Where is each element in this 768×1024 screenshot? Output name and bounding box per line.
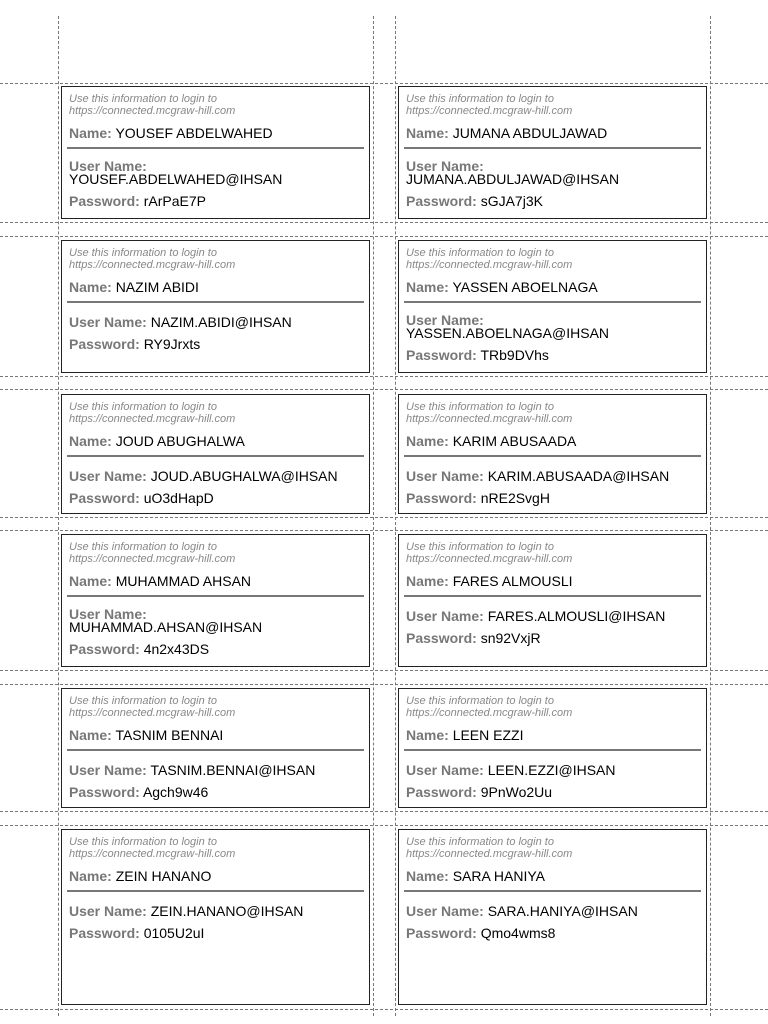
student-name [406, 279, 699, 295]
login-url: https://connected.mcgraw-hill.com [406, 105, 573, 117]
cut-line [0, 530, 768, 531]
credential-card [398, 240, 707, 373]
password-label: Password: [69, 193, 140, 209]
credential-card [398, 688, 707, 808]
name-label: Name: [69, 868, 112, 884]
name-label: Name: [406, 433, 449, 449]
name-value: JOUD ABUGHALWA [115, 433, 245, 449]
password-value: 0105U2uI [143, 925, 205, 941]
login-url: https://connected.mcgraw-hill.com [69, 105, 236, 117]
user-label: User Name: [69, 903, 147, 919]
login-url: https://connected.mcgraw-hill.com [69, 707, 236, 719]
student-name [406, 868, 699, 884]
user-label: User Name: [406, 468, 484, 484]
user-value: LEEN.EZZI@IHSAN [487, 762, 616, 778]
password-value: 9PnWo2Uu [480, 784, 553, 800]
login-instruction: Use this information to login to [406, 836, 554, 848]
user-name [69, 160, 362, 187]
password-value: TRb9DVhs [480, 347, 549, 363]
credential-card [61, 240, 370, 373]
user-value: NAZIM.ABIDI@IHSAN [150, 314, 292, 330]
password-label: Password: [406, 347, 477, 363]
password [69, 641, 362, 657]
user-value: YOUSEF.ABDELWAHED@IHSAN [69, 171, 283, 187]
divider [404, 455, 701, 457]
credential-card [61, 688, 370, 808]
name-value: KARIM ABUSAADA [452, 433, 577, 449]
name-value: YOUSEF ABDELWAHED [115, 125, 273, 141]
cut-line [0, 376, 768, 377]
password-value: nRE2SvgH [480, 490, 550, 506]
login-url: https://connected.mcgraw-hill.com [69, 848, 236, 860]
divider [67, 455, 364, 457]
password-label: Password: [69, 784, 140, 800]
cut-line [0, 811, 768, 812]
user-label: User Name: [69, 314, 147, 330]
cut-line [0, 684, 768, 685]
divider [404, 749, 701, 751]
login-instruction: Use this information to login to [406, 695, 554, 707]
password-label: Password: [406, 784, 477, 800]
password-value: rArPaE7P [143, 193, 206, 209]
user-name [69, 468, 362, 484]
student-name [69, 868, 362, 884]
password [406, 630, 699, 646]
login-instruction: Use this information to login to [406, 93, 554, 105]
password-value: sGJA7j3K [480, 193, 543, 209]
login-url: https://connected.mcgraw-hill.com [406, 848, 573, 860]
login-url: https://connected.mcgraw-hill.com [406, 413, 573, 425]
name-label: Name: [406, 279, 449, 295]
student-name [69, 573, 362, 589]
name-label: Name: [69, 727, 112, 743]
password-value: sn92VxjR [480, 630, 541, 646]
login-url: https://connected.mcgraw-hill.com [69, 553, 236, 565]
cut-line [0, 83, 768, 84]
cut-line [0, 517, 768, 518]
user-label: User Name: [69, 468, 147, 484]
password-label: Password: [69, 336, 140, 352]
credential-card [398, 86, 707, 219]
cut-line [395, 16, 396, 1016]
divider [67, 301, 364, 303]
user-value: JOUD.ABUGHALWA@IHSAN [150, 468, 338, 484]
student-name [406, 125, 699, 141]
login-instruction: Use this information to login to [69, 93, 217, 105]
password [69, 336, 362, 352]
login-instruction: Use this information to login to [406, 401, 554, 413]
user-label: User Name: [406, 762, 484, 778]
credential-card [61, 534, 370, 667]
user-label: User Name: [406, 158, 484, 174]
password [406, 490, 699, 506]
password-value: Agch9w46 [142, 784, 209, 800]
student-name [406, 573, 699, 589]
login-url: https://connected.mcgraw-hill.com [406, 259, 573, 271]
password [69, 193, 362, 209]
password-label: Password: [69, 925, 140, 941]
password-value: RY9Jrxts [143, 336, 201, 352]
name-value: JUMANA ABDULJAWAD [452, 125, 608, 141]
login-url: https://connected.mcgraw-hill.com [69, 259, 236, 271]
cut-line [0, 236, 768, 237]
password-label: Password: [69, 490, 140, 506]
user-value: KARIM.ABUSAADA@IHSAN [487, 468, 670, 484]
user-name [406, 468, 699, 484]
user-label: User Name: [406, 608, 484, 624]
password [69, 925, 362, 941]
login-url: https://connected.mcgraw-hill.com [406, 707, 573, 719]
divider [67, 890, 364, 892]
name-value: ZEIN HANANO [115, 868, 212, 884]
student-name [69, 727, 362, 743]
credential-card [398, 394, 707, 514]
login-instruction: Use this information to login to [406, 541, 554, 553]
name-value: TASNIM BENNAI [115, 727, 224, 743]
user-name [406, 903, 699, 919]
cut-line [0, 1009, 768, 1010]
student-name [69, 125, 362, 141]
divider [67, 147, 364, 149]
divider [67, 749, 364, 751]
user-name [406, 762, 699, 778]
student-name [406, 433, 699, 449]
user-name [406, 160, 699, 187]
cut-line [710, 16, 711, 1016]
student-name [406, 727, 699, 743]
cut-line [58, 16, 59, 1016]
divider [404, 595, 701, 597]
name-label: Name: [69, 433, 112, 449]
user-value: YASSEN.ABOELNAGA@IHSAN [406, 325, 610, 341]
credential-card [398, 829, 707, 1005]
divider [404, 890, 701, 892]
user-name [406, 314, 699, 341]
cut-line [0, 222, 768, 223]
name-label: Name: [406, 125, 449, 141]
user-value: FARES.ALMOUSLI@IHSAN [487, 608, 666, 624]
login-instruction: Use this information to login to [69, 836, 217, 848]
login-url: https://connected.mcgraw-hill.com [406, 553, 573, 565]
user-label: User Name: [69, 606, 147, 622]
password-value: uO3dHapD [143, 490, 214, 506]
cut-line [0, 825, 768, 826]
name-label: Name: [69, 573, 112, 589]
password [69, 490, 362, 506]
user-value: JUMANA.ABDULJAWAD@IHSAN [406, 171, 620, 187]
user-label: User Name: [406, 312, 484, 328]
name-label: Name: [406, 573, 449, 589]
name-value: MUHAMMAD AHSAN [115, 573, 252, 589]
credential-card [398, 534, 707, 667]
name-label: Name: [69, 125, 112, 141]
password-label: Password: [69, 641, 140, 657]
login-instruction: Use this information to login to [69, 541, 217, 553]
password [406, 925, 699, 941]
student-name [69, 279, 362, 295]
credential-card [61, 829, 370, 1005]
user-name [69, 314, 362, 330]
user-name [406, 608, 699, 624]
name-value: YASSEN ABOELNAGA [452, 279, 598, 295]
name-value: FARES ALMOUSLI [452, 573, 573, 589]
user-name [69, 903, 362, 919]
user-label: User Name: [69, 762, 147, 778]
name-value: LEEN EZZI [452, 727, 524, 743]
user-value: TASNIM.BENNAI@IHSAN [150, 762, 316, 778]
user-label: User Name: [69, 158, 147, 174]
user-value: SARA.HANIYA@IHSAN [487, 903, 638, 919]
cut-line [373, 16, 374, 1016]
password-label: Password: [406, 630, 477, 646]
name-value: NAZIM ABIDI [115, 279, 199, 295]
password-value: 4n2x43DS [143, 641, 210, 657]
credential-card [61, 394, 370, 514]
name-label: Name: [406, 868, 449, 884]
login-instruction: Use this information to login to [69, 695, 217, 707]
cut-line [0, 389, 768, 390]
student-name [69, 433, 362, 449]
password-value: Qmo4wms8 [480, 925, 556, 941]
login-instruction: Use this information to login to [69, 401, 217, 413]
password-label: Password: [406, 925, 477, 941]
password [406, 193, 699, 209]
password [69, 784, 362, 800]
login-instruction: Use this information to login to [406, 247, 554, 259]
divider [404, 147, 701, 149]
login-url: https://connected.mcgraw-hill.com [69, 413, 236, 425]
password-label: Password: [406, 193, 477, 209]
credential-card [61, 86, 370, 219]
user-name [69, 762, 362, 778]
login-instruction: Use this information to login to [69, 247, 217, 259]
user-value: ZEIN.HANANO@IHSAN [150, 903, 304, 919]
user-name [69, 608, 362, 635]
password-label: Password: [406, 490, 477, 506]
name-label: Name: [406, 727, 449, 743]
cut-line [0, 670, 768, 671]
user-value: MUHAMMAD.AHSAN@IHSAN [69, 619, 263, 635]
divider [404, 301, 701, 303]
password [406, 347, 699, 363]
user-label: User Name: [406, 903, 484, 919]
name-value: SARA HANIYA [452, 868, 546, 884]
name-label: Name: [69, 279, 112, 295]
password [406, 784, 699, 800]
divider [67, 595, 364, 597]
